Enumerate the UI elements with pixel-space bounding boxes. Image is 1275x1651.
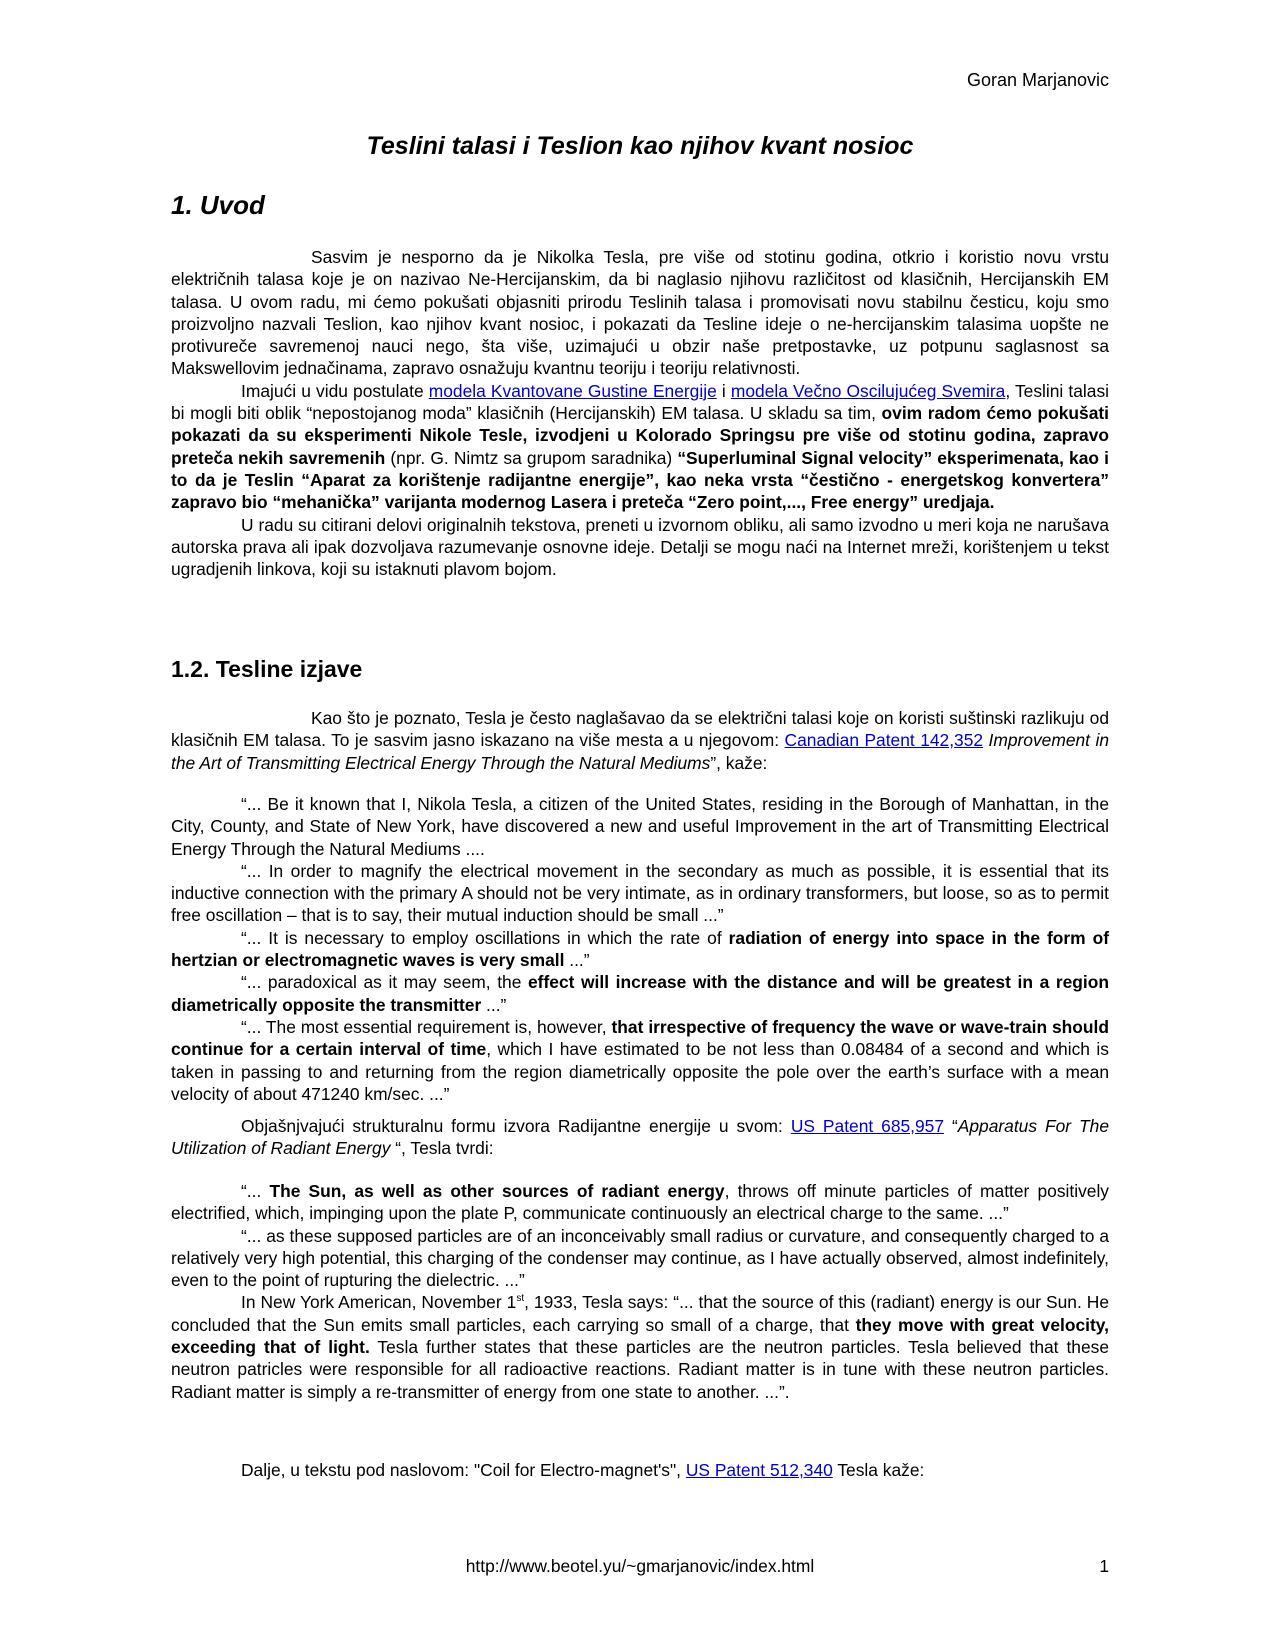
bold-text: effect will increase with the distance and will be greatest in a region diametrically opposite the transmitter bbox=[171, 972, 1109, 1015]
text-span: Dalje, u tekstu pod naslovom: "Coil for Electro-magnet's", bbox=[241, 1460, 686, 1480]
quote-2: “... In order to magnify the electrical movement in the secondary as much as possible, it is essential that its inductive connection with the primary A should not be very intimate, as in ordinary transformers, but loose, so as to permit free oscillation – that is to say, their mutual induction should be small ...” bbox=[171, 860, 1109, 926]
text-span: , which I have estimated to be not less than 0.08484 of a second and which is taken in passing to and returning from the region diametrically opposite the pole over the earth’s surface with a mean velocity of about 471240 km/sec. ...” bbox=[171, 1039, 1109, 1104]
document-title: Teslini talasi i Teslion kao njihov kvant nosioc bbox=[366, 132, 914, 160]
link-canadian-patent[interactable]: Canadian Patent 142,352 bbox=[784, 730, 984, 751]
quotes-block-2 bbox=[171, 1180, 1109, 1403]
footer-url: http://www.beotel.yu/~gmarjanovic/index.html bbox=[465, 1556, 815, 1576]
section-heading-uvod: 1. Uvod bbox=[171, 190, 265, 220]
text-span: “... bbox=[241, 1181, 270, 1201]
izjave-paragraph-2-block bbox=[171, 1115, 1109, 1160]
link-us-patent-512340[interactable]: US Patent 512,340 bbox=[685, 1460, 833, 1480]
section-heading-tesline-izjave: 1.2. Tesline izjave bbox=[171, 656, 363, 682]
text-span: , 1933, Tesla says: “... that the source of this (radiant) energy is our Sun. He concluded that the Sun emits small particles, each carrying so small of a charge, that bbox=[171, 1292, 1110, 1335]
izjave-paragraph-3 bbox=[171, 1459, 1109, 1481]
text-span: , Teslini talasi bi mogli biti oblik “nepostojanog moda” klasičnih (Hercijanskih) EM talasa. U skladu sa tim, bbox=[171, 380, 1110, 424]
link-kvantovane-gustine-energije[interactable]: modela Kvantovane Gustine Energije bbox=[428, 380, 717, 401]
text-span: (npr. G. Nimtz sa grupom saradnika) bbox=[385, 447, 678, 468]
text-span: , throws off minute particles of matter positively electrified, which, impinging upon the plate P, communicate continuously an electrical charge to the same. ...” bbox=[171, 1181, 1110, 1224]
bold-text: they move with great velocity, exceeding that of light. bbox=[171, 1314, 1109, 1358]
intro-paragraph-2 bbox=[171, 380, 1109, 514]
text-span: Kao što je poznato, Tesla je često naglašavao da se električni talasi koje on koristi suštinski razlikuju od klasičnih EM talasa. To je sasvim jasno iskazano na više mesta a u njegovom: bbox=[171, 708, 1109, 751]
link-us-patent-685957[interactable]: US Patent 685,957 bbox=[790, 1116, 945, 1136]
bold-text: ovim radom ćemo pokušati pokazati da su eksperimenti Nikole Tesle, izvodjeni u Kolorado Springsu pre više od stotinu godina, zapravo preteča nekih savremenih bbox=[171, 403, 1110, 468]
link-vecno-oscilujuceg-svemira[interactable]: modela Večno Oscilujućeg Svemira bbox=[730, 380, 1006, 401]
bold-text: The Sun, as well as other sources of radiant energy bbox=[269, 1181, 725, 1201]
italic-text: Improvement in the Art of Transmitting Electrical Energy Through the Natural Mediums bbox=[171, 730, 1109, 773]
text-span: Tesla kaže: bbox=[832, 1460, 925, 1480]
superscript: st bbox=[516, 1293, 525, 1305]
bold-text: that irrespective of frequency the wave or wave-train should continue for a certain interval of time bbox=[171, 1016, 1109, 1060]
bold-text: “Superluminal Signal velocity” eksperimenata, kao i to da je Teslin “Aparat za korištenje radijantne energije”, kao neka vrsta “čestično - energetskog konvertera” zapravo bio “mehanička” varijanta modernog Lasera i preteča “Zero point,..., Free energy” uredjaja. bbox=[171, 447, 1109, 513]
quote-7: “... as these supposed particles are of an inconceivably small radius or curvature, and consequently charged to a relatively very high potential, this charging of the condenser may continue, as I have actually observed, almost indefinitely, even to the point of rupturing the dielectric. ...” bbox=[171, 1225, 1109, 1291]
text-span: “... paradoxical as it may seem, the bbox=[241, 972, 529, 993]
text-span: “ bbox=[944, 1116, 958, 1136]
izjave-paragraph-2 bbox=[171, 1115, 1109, 1160]
text-span: ...” bbox=[564, 950, 590, 971]
izjave-paragraph-1 bbox=[171, 707, 1109, 774]
quote-8 bbox=[171, 1291, 1109, 1402]
izjave-intro bbox=[171, 707, 1109, 774]
quote-5 bbox=[171, 1016, 1109, 1105]
izjave-paragraph-3-block bbox=[171, 1459, 1109, 1481]
text-span: ...” bbox=[481, 994, 507, 1015]
bold-text: radiation of energy into space in the form of hertzian or electromagnetic waves is very small bbox=[171, 927, 1110, 971]
quote-3 bbox=[171, 927, 1109, 972]
text-span: Objašnjvajući strukturalnu formu izvora Radijantne energije u svom: bbox=[241, 1116, 791, 1136]
author-name: Goran Marjanovic bbox=[966, 70, 1109, 90]
italic-text: Apparatus For The Utilization of Radiant Energy bbox=[171, 1116, 1109, 1159]
quote-4 bbox=[171, 971, 1109, 1016]
intro-paragraph-3: U radu su citirani delovi originalnih tekstova, preneti u izvornom obliku, ali samo izvodno u meri koja ne narušava autorska prava ali ipak dozvoljava razumevanje osnovne ideje. Detalji se mogu naći na Internet mreži, korištenjem u tekst ugradjenih linkova, koji su istaknuti plavom bojom. bbox=[171, 514, 1109, 580]
text-span: i bbox=[716, 380, 731, 401]
text-span: “... It is necessary to employ oscillations in which the rate of bbox=[241, 927, 729, 948]
intro-paragraph-1: Sasvim je nesporno da je Nikolka Tesla, pre više od stotinu godina, otkrio i koristio novu vrstu električnih talasa koje je on nazivao Ne-Hercijanskim, da bi naglasio njihovu različitost od klasičnih, Hercijanskih EM talasa. U ovom radu, mi ćemo pokušati objasniti prirodu Teslinih talasa i promovisati novu stabilnu česticu, koju smo proizvoljno nazvali Teslion, kao njihov kvant nosioc, i pokazati da Tesline ideje o ne-hercijanskim talasima uopšte ne protivureče savremenoj nauci nego, šta više, uzimajući u obzir naše pretpostavke, uz potpunu saglasnost sa Makswellovim jednačinama, zapravo osnažuju kvantnu teoriju i teoriju relativnosti. bbox=[171, 247, 1109, 379]
text-span: In New York American, November 1 bbox=[241, 1292, 517, 1313]
page-number: 1 bbox=[1099, 1556, 1109, 1576]
intro-section bbox=[171, 246, 1109, 580]
text-span: ”, kaže: bbox=[710, 752, 768, 773]
text-span: “, Tesla tvrdi: bbox=[390, 1138, 494, 1159]
text-span: “... The most essential requirement is, however, bbox=[241, 1016, 612, 1037]
text-span: Imajući u vidu postulate bbox=[241, 380, 429, 401]
quote-1: “... Be it known that I, Nikola Tesla, a citizen of the United States, residing in the Borough of Manhattan, in the City, County, and State of New York, have discovered a new and useful Improvement in the art of Transmitting Electrical Energy Through the Natural Mediums .... bbox=[171, 794, 1109, 859]
quotes-block-1 bbox=[171, 793, 1109, 1105]
text-span: Tesla further states that these particles are the neutron particles. Tesla believed that these neutron patricles were responsible for all radioactive reactions. Radiant matter is in tune with these neutron particles. Radiant matter is simply a re-transmitter of energy from one state to another. ...”. bbox=[171, 1337, 1109, 1402]
quote-6 bbox=[171, 1180, 1109, 1225]
